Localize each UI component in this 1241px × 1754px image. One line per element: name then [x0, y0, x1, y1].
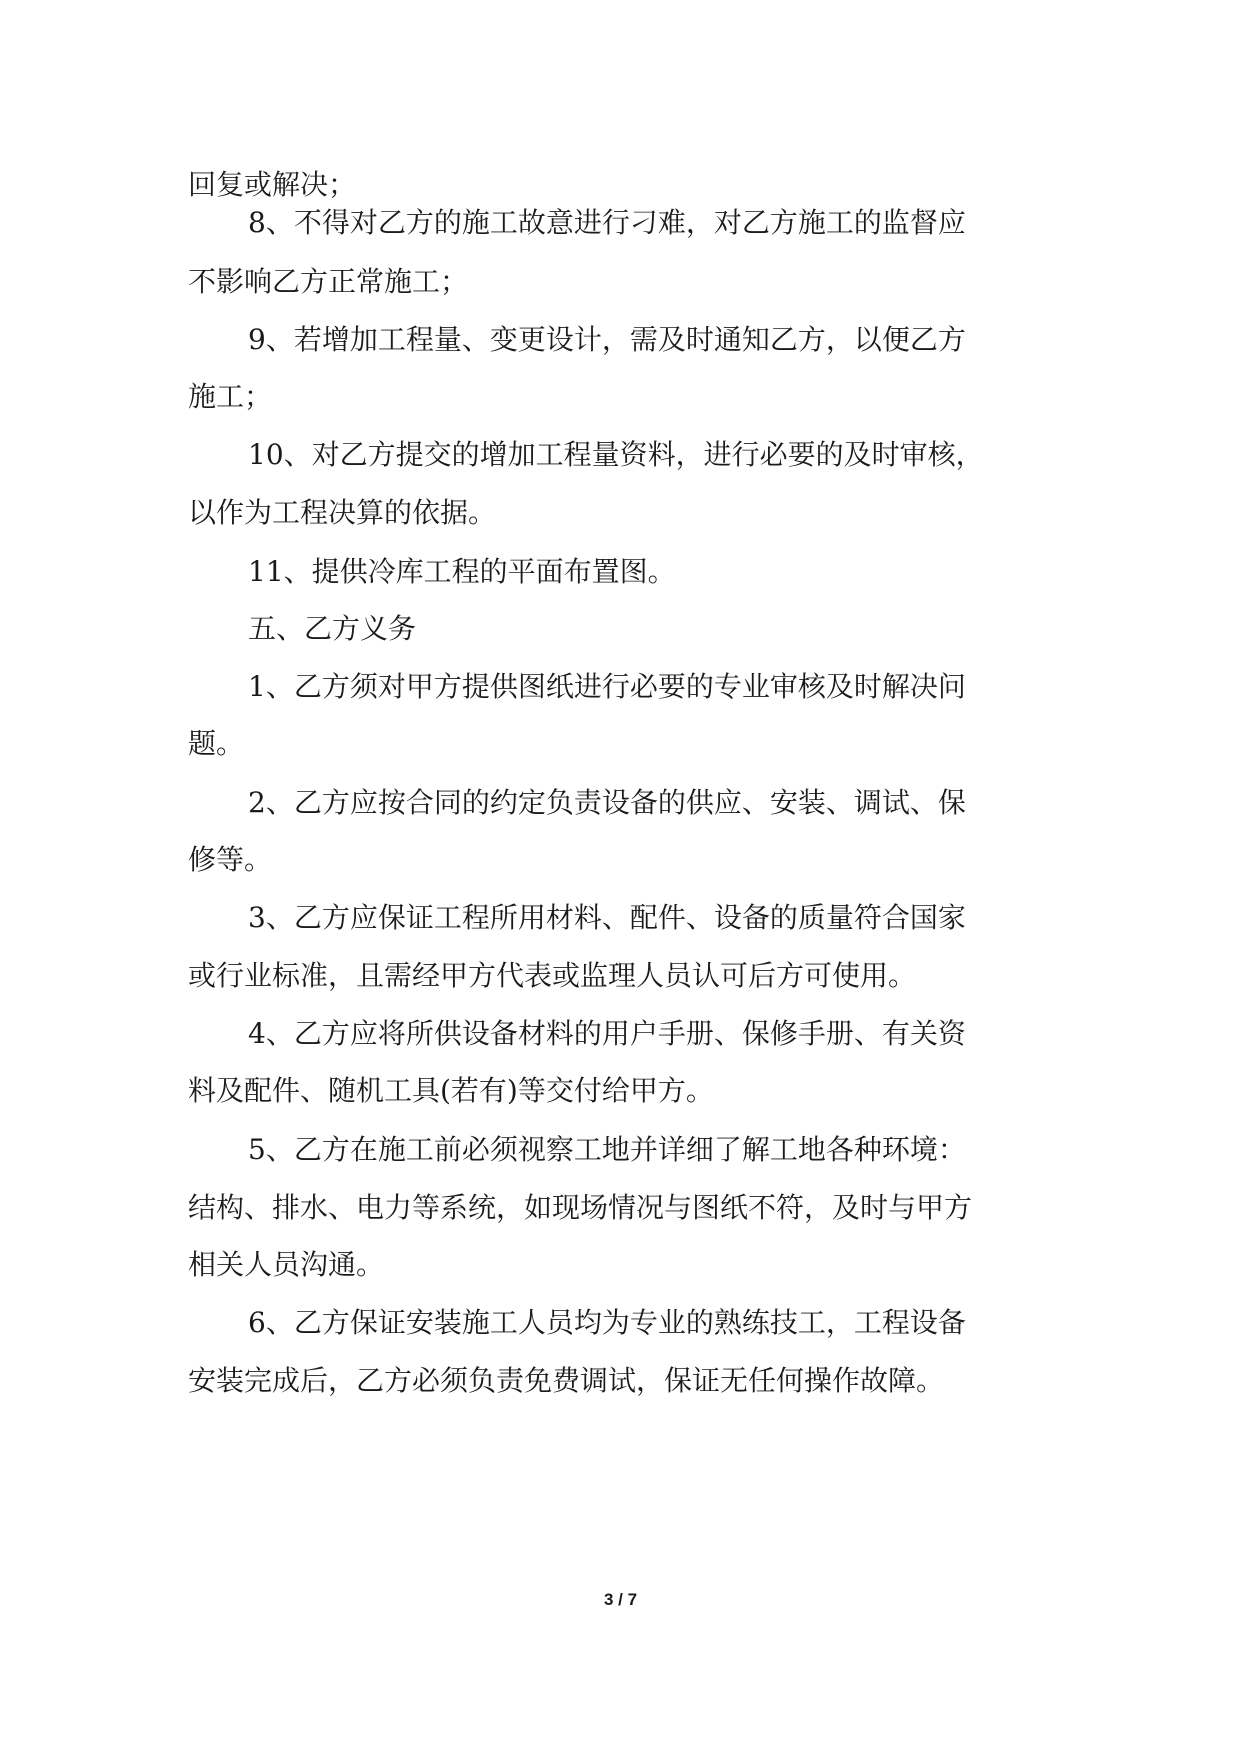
- section-heading: 五、乙方义务: [248, 612, 417, 645]
- text-line: 施工；: [188, 380, 273, 413]
- text-line: 不影响乙方正常施工；: [188, 265, 469, 298]
- text-line: 料及配件、随机工具(若有)等交付给甲方。: [188, 1074, 714, 1107]
- text-line: 2、乙方应按合同的约定负责设备的供应、安装、调试、保: [248, 786, 966, 819]
- text-line: 安装完成后，乙方必须负责免费调试，保证无任何操作故障。: [188, 1364, 945, 1397]
- text-line: 题。: [188, 727, 245, 760]
- text-line: 10、对乙方提交的增加工程量资料，进行必要的及时审核，: [248, 438, 984, 471]
- text-line: 以作为工程决算的依据。: [188, 496, 497, 529]
- text-line: 结构、排水、电力等系统，如现场情况与图纸不符，及时与甲方: [188, 1191, 973, 1224]
- text-line: 8、不得对乙方的施工故意进行刁难，对乙方施工的监督应: [248, 206, 966, 239]
- text-line: 1、乙方须对甲方提供图纸进行必要的专业审核及时解决问: [248, 670, 966, 703]
- text-line: 9、若增加工程量、变更设计，需及时通知乙方，以便乙方: [248, 323, 966, 356]
- text-line: 5、乙方在施工前必须视察工地并详细了解工地各种环境：: [248, 1133, 966, 1166]
- text-line: 相关人员沟通。: [188, 1248, 385, 1281]
- text-line: 11、提供冷库工程的平面布置图。: [248, 555, 676, 588]
- text-line: 回复或解决；: [188, 168, 357, 201]
- text-line: 修等。: [188, 843, 273, 876]
- text-line: 6、乙方保证安装施工人员均为专业的熟练技工，工程设备: [248, 1306, 966, 1339]
- text-line: 3、乙方应保证工程所用材料、配件、设备的质量符合国家: [248, 901, 966, 934]
- text-line: 4、乙方应将所供设备材料的用户手册、保修手册、有关资: [248, 1017, 966, 1050]
- page-number: 3 / 7: [603, 1590, 638, 1609]
- text-line: 或行业标准，且需经甲方代表或监理人员认可后方可使用。: [188, 959, 917, 992]
